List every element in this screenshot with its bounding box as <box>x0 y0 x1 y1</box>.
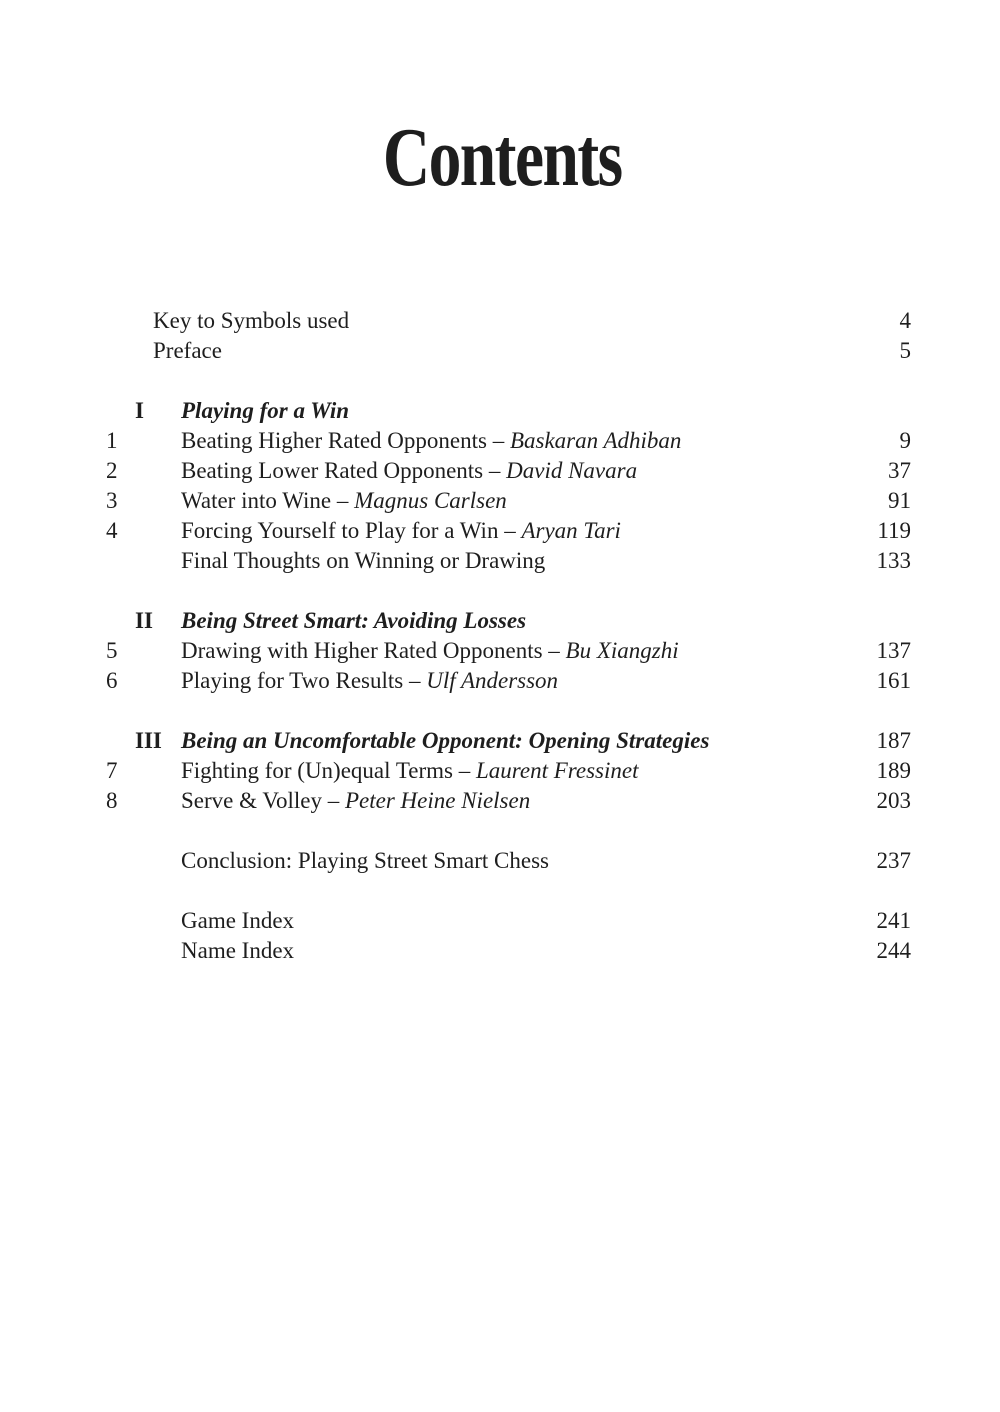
chapter-number: 7 <box>106 758 118 783</box>
chapter-title <box>181 756 639 786</box>
chapter-page: 133 <box>876 548 911 573</box>
toc-entry-page: 5 <box>899 338 911 363</box>
toc-entry-title: Key to Symbols used <box>153 308 350 333</box>
conclusion-title: Conclusion: Playing Street Smart Chess <box>181 848 549 873</box>
chapter-title <box>181 516 621 546</box>
toc-entry-key-to-symbols[interactable] <box>0 306 1000 336</box>
chapter-author: Laurent Fressinet <box>476 758 639 783</box>
part-numeral: II <box>135 608 153 633</box>
chapter-title <box>181 486 507 516</box>
toc-chapter-entry[interactable] <box>0 636 1000 666</box>
chapter-title-text: Beating Higher Rated Opponents – <box>181 428 510 453</box>
chapter-author: Aryan Tari <box>521 518 621 543</box>
toc-entry-preface[interactable] <box>0 336 1000 366</box>
chapter-page: 189 <box>876 758 911 783</box>
toc-chapter-entry[interactable] <box>0 786 1000 816</box>
chapter-page: 137 <box>876 638 911 663</box>
toc-chapter-entry[interactable] <box>0 516 1000 546</box>
toc-chapter-entry[interactable] <box>0 426 1000 456</box>
chapter-title <box>181 666 558 696</box>
chapter-author: David Navara <box>506 458 638 483</box>
toc-entry-page: 4 <box>899 308 911 333</box>
chapter-title <box>181 786 530 816</box>
part-page: 187 <box>876 728 911 753</box>
chapter-number: 2 <box>106 458 118 483</box>
chapter-title-text: Playing for Two Results – <box>181 668 427 693</box>
chapter-title-text: Fighting for (Un)equal Terms – <box>181 758 477 783</box>
chapter-page: 161 <box>876 668 911 693</box>
index-page: 244 <box>876 938 911 963</box>
part-title: Playing for a Win <box>181 398 350 423</box>
chapter-number: 3 <box>106 488 118 513</box>
toc-chapter-entry[interactable] <box>0 756 1000 786</box>
toc-chapter-entry[interactable] <box>0 486 1000 516</box>
toc-entry-name-index[interactable] <box>0 936 1000 966</box>
chapter-title <box>181 456 637 486</box>
chapter-page: 203 <box>876 788 911 813</box>
chapter-author: Peter Heine Nielsen <box>344 788 531 813</box>
index-page: 241 <box>876 908 911 933</box>
chapter-number: 4 <box>106 518 118 543</box>
spacer <box>0 876 1000 906</box>
toc-entry-conclusion[interactable] <box>0 846 1000 876</box>
chapter-page: 9 <box>899 428 911 453</box>
chapter-author: Bu Xiangzhi <box>565 638 679 663</box>
chapter-page: 37 <box>888 458 911 483</box>
conclusion-page: 237 <box>876 848 911 873</box>
chapter-author: Magnus Carlsen <box>354 488 507 513</box>
toc-chapter-entry[interactable] <box>0 456 1000 486</box>
toc-part-heading[interactable] <box>0 396 1000 426</box>
chapter-page: 91 <box>888 488 911 513</box>
chapter-title <box>181 546 545 576</box>
chapter-title-text: Water into Wine – <box>181 488 355 513</box>
chapter-title-text: Drawing with Higher Rated Opponents – <box>181 638 566 663</box>
chapter-number: 6 <box>106 668 118 693</box>
part-title: Being an Uncomfortable Opponent: Opening Strategies <box>181 728 710 753</box>
spacer <box>0 696 1000 726</box>
spacer <box>0 576 1000 606</box>
chapter-title <box>181 636 679 666</box>
part-title: Being Street Smart: Avoiding Losses <box>181 608 527 633</box>
chapter-number: 1 <box>106 428 118 453</box>
chapter-title-text: Serve & Volley – <box>181 788 345 813</box>
chapter-page: 119 <box>877 518 911 543</box>
toc-chapter-entry[interactable] <box>0 546 1000 576</box>
toc-chapter-entry[interactable] <box>0 666 1000 696</box>
toc-entry-game-index[interactable] <box>0 906 1000 936</box>
spacer <box>0 366 1000 396</box>
table-of-contents <box>0 306 1000 966</box>
toc-part-heading[interactable] <box>0 726 1000 756</box>
chapter-number: 5 <box>106 638 118 663</box>
chapter-title-text: Beating Lower Rated Opponents – <box>181 458 507 483</box>
toc-entry-title: Preface <box>153 338 222 363</box>
toc-part-heading[interactable] <box>0 606 1000 636</box>
index-title: Name Index <box>181 938 295 963</box>
chapter-number: 8 <box>106 788 118 813</box>
index-title: Game Index <box>181 908 295 933</box>
part-numeral: I <box>135 398 144 423</box>
chapter-title-text: Final Thoughts on Winning or Drawing <box>181 548 546 573</box>
chapter-title <box>181 426 681 456</box>
part-numeral: III <box>135 728 162 753</box>
chapter-author: Baskaran Adhiban <box>509 428 682 453</box>
chapter-title-text: Forcing Yourself to Play for a Win – <box>181 518 522 543</box>
spacer <box>0 816 1000 846</box>
page-title: Contents <box>382 111 622 204</box>
chapter-author: Ulf Andersson <box>426 668 559 693</box>
